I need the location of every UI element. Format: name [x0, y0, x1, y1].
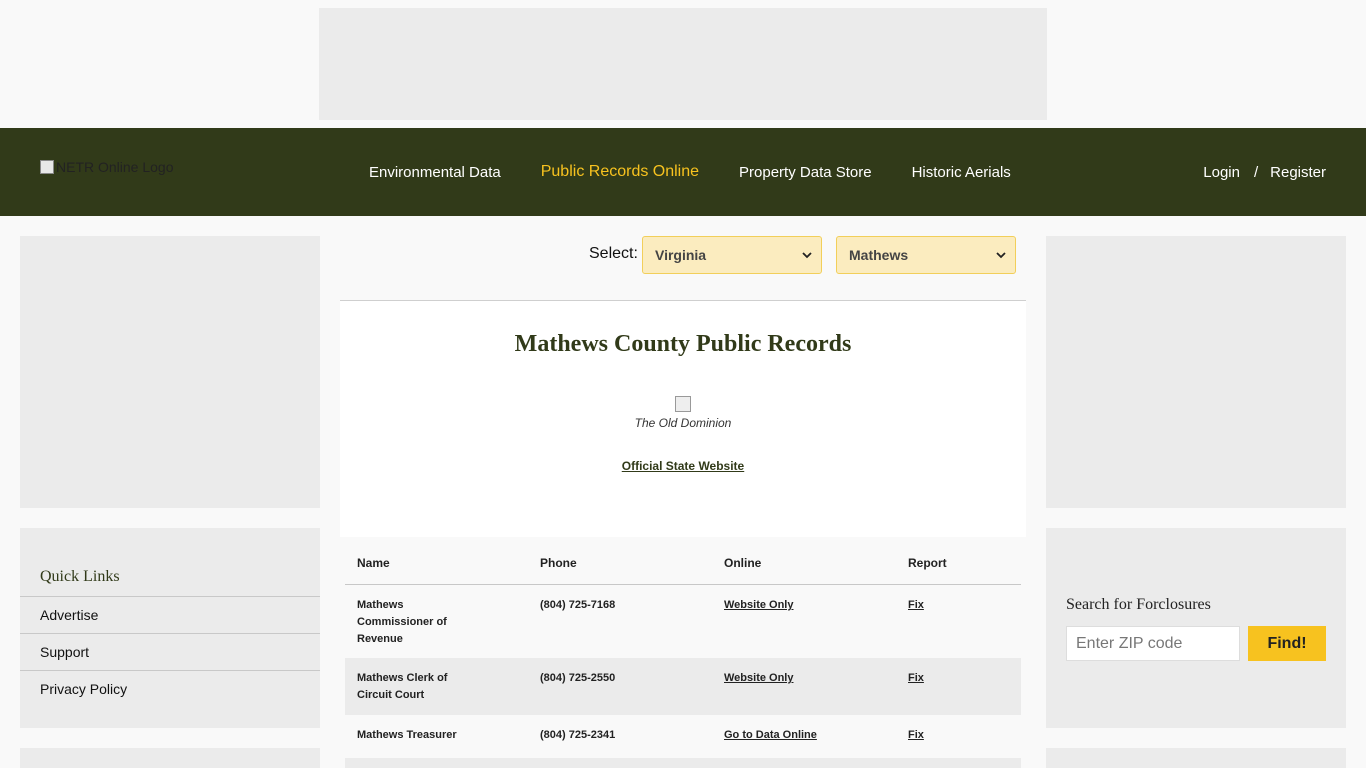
chevron-down-icon [801, 249, 813, 261]
logo-alt-text: NETR Online Logo [56, 159, 174, 175]
left-ad-bottom [20, 748, 320, 768]
right-ad-bottom [1046, 748, 1346, 768]
nav-link-property-data-store[interactable]: Property Data Store [739, 163, 872, 181]
state-nickname-caption: The Old Dominion [634, 416, 732, 430]
row-name: Mathews Treasurer [357, 729, 457, 741]
broken-image-icon [40, 160, 54, 174]
page-title: Mathews County Public Records [514, 331, 852, 357]
column-header-report: Report [908, 556, 947, 570]
county-select[interactable] [836, 236, 1016, 274]
chevron-down-icon [995, 249, 1007, 261]
main-navbar [0, 128, 1366, 216]
quick-links-panel [20, 528, 320, 728]
table-row [345, 715, 1021, 758]
row-report-fix-link[interactable]: Fix [908, 672, 924, 684]
location-selector [340, 236, 1026, 274]
login-link[interactable]: Login [1203, 163, 1240, 181]
table-row [345, 658, 1021, 715]
left-ad-top [20, 236, 320, 508]
top-ad-banner [319, 8, 1047, 120]
row-online-link[interactable]: Website Only [724, 599, 794, 611]
right-ad-top [1046, 236, 1346, 508]
row-report-fix-link[interactable]: Fix [908, 599, 924, 611]
find-button[interactable]: Find! [1248, 626, 1326, 661]
row-online-link[interactable]: Go to Data Online [724, 729, 817, 741]
row-name: Mathews Commissioner of Revenue [357, 599, 447, 645]
nav-link-public-records-online[interactable]: Public Records Online [540, 163, 700, 180]
column-header-phone: Phone [540, 556, 577, 570]
row-online-link[interactable]: Website Only [724, 672, 794, 684]
quick-links-title: Quick Links [20, 528, 320, 597]
table-header [345, 542, 1021, 585]
row-phone: (804) 725-2550 [540, 672, 616, 684]
county-header-box [340, 301, 1026, 537]
foreclosure-search-panel [1046, 528, 1346, 728]
county-select-value: Mathews [849, 247, 909, 263]
table-row [345, 585, 1021, 658]
column-header-name: Name [357, 556, 390, 570]
quick-link-support[interactable]: Support [20, 634, 320, 671]
quick-link-privacy-policy[interactable]: Privacy Policy [40, 681, 128, 697]
site-logo[interactable] [40, 159, 174, 175]
select-label: Select: [589, 245, 638, 262]
nav-links [369, 128, 1051, 216]
row-report-fix-link[interactable]: Fix [908, 729, 924, 741]
auth-links [1203, 128, 1326, 216]
zip-code-input[interactable] [1066, 626, 1240, 661]
table-row-partial [345, 758, 1021, 768]
state-select[interactable] [642, 236, 822, 274]
column-header-online: Online [724, 556, 762, 570]
state-select-value: Virginia [655, 247, 707, 263]
row-phone: (804) 725-7168 [540, 599, 616, 611]
state-seal-image [675, 396, 691, 412]
nav-link-environmental-data[interactable]: Environmental Data [369, 163, 501, 181]
nav-link-historic-aerials[interactable]: Historic Aerials [911, 163, 1011, 181]
records-table [345, 542, 1021, 768]
row-name: Mathews Clerk of Circuit Court [357, 672, 448, 701]
quick-link-advertise[interactable]: Advertise [20, 597, 320, 634]
auth-separator: / [1253, 163, 1259, 181]
row-phone: (804) 725-2341 [540, 729, 616, 741]
foreclosure-title: Search for Forclosures [1066, 596, 1211, 613]
register-link[interactable]: Register [1270, 163, 1326, 181]
official-state-website-link[interactable]: Official State Website [621, 459, 745, 473]
